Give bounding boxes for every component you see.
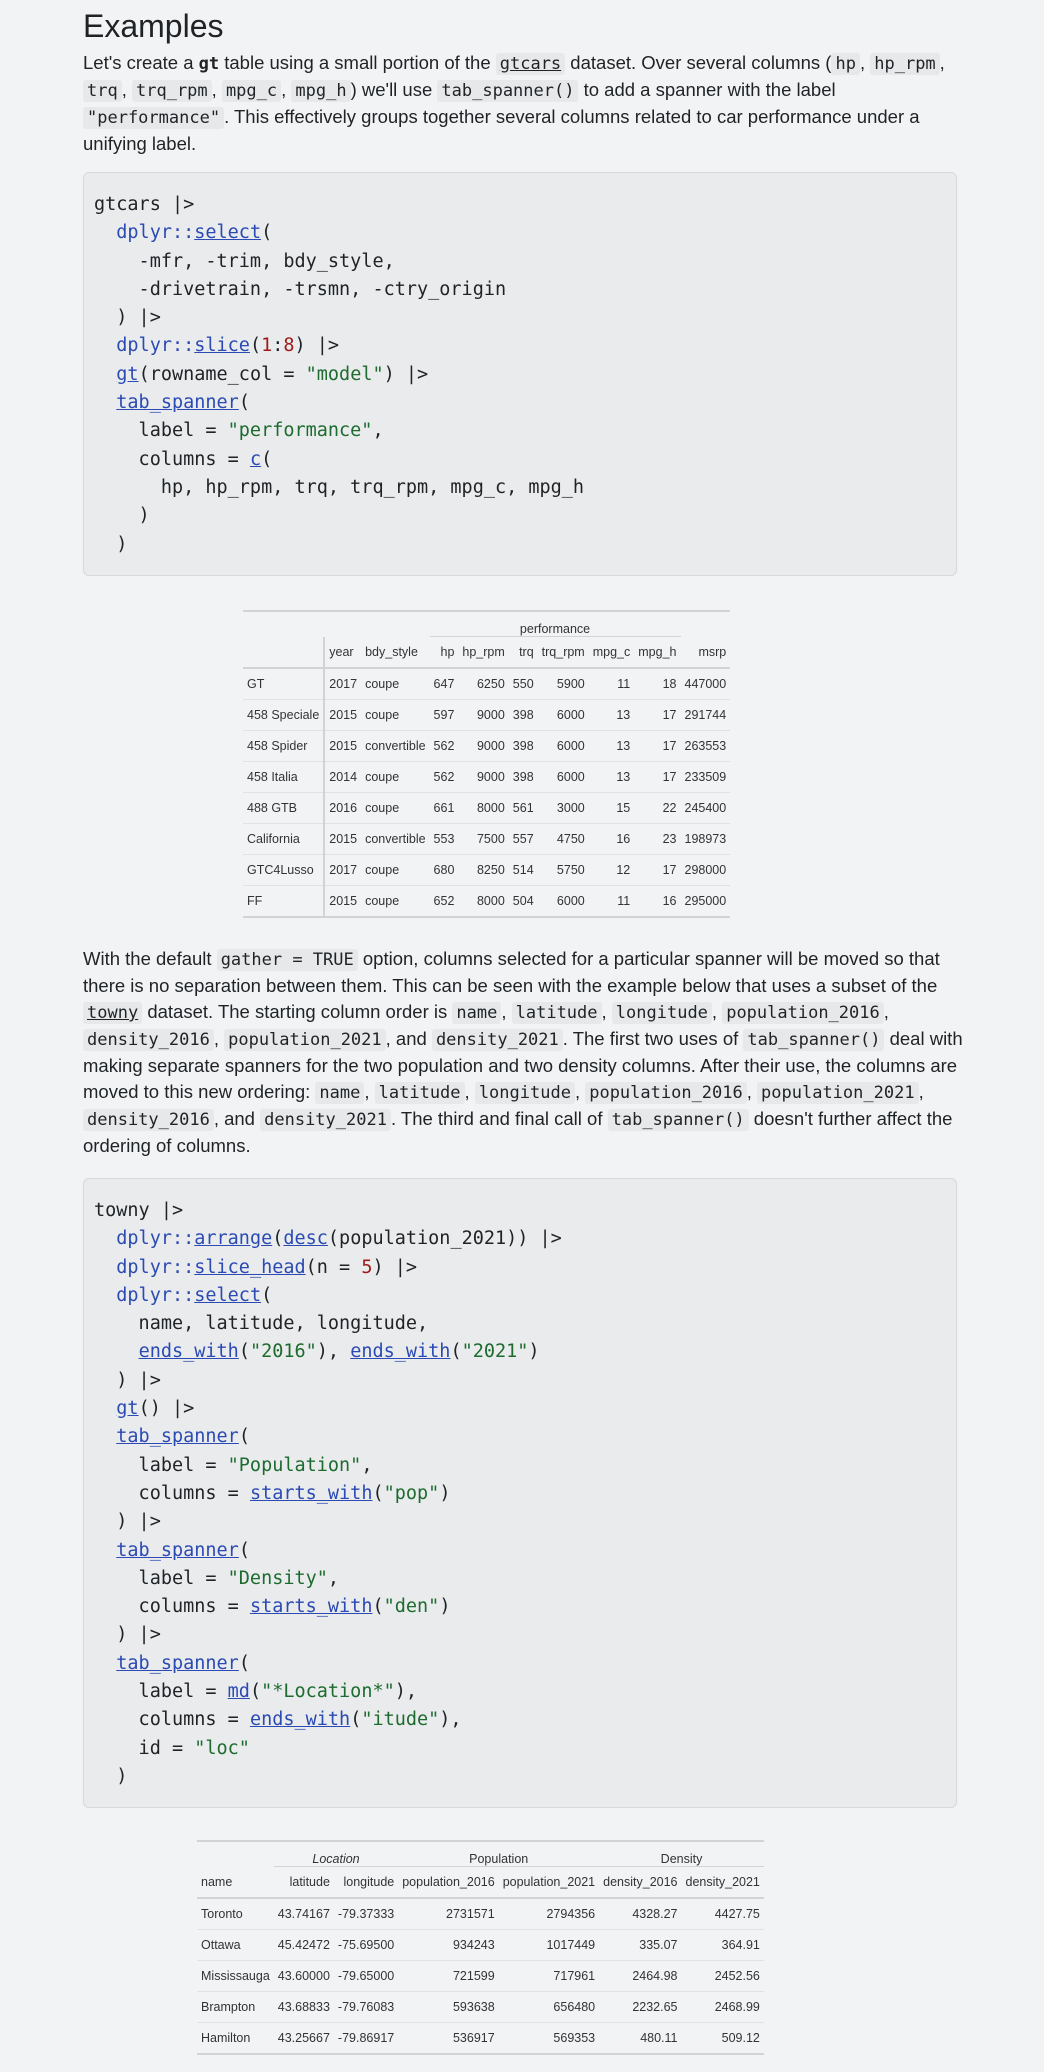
- text: ) we'll use: [350, 79, 438, 100]
- table-cell: 652: [430, 886, 459, 918]
- table-cell: 15: [589, 793, 635, 824]
- table-cell: 6000: [538, 700, 589, 731]
- table-cell: coupe: [361, 855, 429, 886]
- spanner-density: Density: [599, 1841, 764, 1867]
- code-line: gtcars |>: [94, 194, 195, 215]
- table-cell: coupe: [361, 762, 429, 793]
- code-line: dplyr::select(: [116, 222, 273, 244]
- code-name: name: [315, 1082, 364, 1104]
- table-cell: 562: [430, 762, 459, 793]
- table-cell: coupe: [361, 668, 429, 700]
- table-cell: convertible: [361, 731, 429, 762]
- table-cell: 298000: [681, 855, 731, 886]
- code-line: columns = c(: [94, 448, 273, 470]
- table-cell: Hamilton: [197, 2023, 274, 2055]
- table-row: [243, 886, 730, 918]
- code-line: -drivetrain, -trsmn, -ctry_origin: [94, 278, 507, 300]
- code-population-2021: population_2021: [757, 1082, 919, 1104]
- table-cell: 447000: [681, 668, 731, 700]
- table-cell: 1017449: [499, 1930, 599, 1961]
- row-stub: 458 Italia: [243, 762, 324, 793]
- table-cell: 6000: [538, 762, 589, 793]
- code-block-towny[interactable]: [83, 1178, 957, 1808]
- table-cell: 2015: [324, 824, 361, 855]
- code-line: label = "Population",: [94, 1454, 373, 1476]
- table-cell: -79.37333: [334, 1898, 398, 1930]
- code-longitude: longitude: [612, 1002, 712, 1024]
- table-cell: 9000: [458, 731, 508, 762]
- table-cell: 12: [589, 855, 635, 886]
- table-cell: 717961: [499, 1961, 599, 1992]
- table-cell: 263553: [681, 731, 731, 762]
- column-header: [243, 637, 324, 669]
- table-cell: 18: [634, 668, 680, 700]
- table-cell: 509.12: [682, 2023, 764, 2055]
- column-header: msrp: [681, 637, 731, 669]
- table-cell: 2015: [324, 700, 361, 731]
- table-cell: 553: [430, 824, 459, 855]
- towny-link[interactable]: towny: [83, 1002, 142, 1024]
- table-cell: 661: [430, 793, 459, 824]
- code-line: hp, hp_rpm, trq, trq_rpm, mpg_c, mpg_h: [94, 476, 585, 498]
- code-latitude: latitude: [512, 1002, 602, 1024]
- table-cell: 398: [509, 700, 538, 731]
- table-cell: coupe: [361, 793, 429, 824]
- table-cell: 13: [589, 700, 635, 731]
- code-line: tab_spanner(: [116, 392, 250, 414]
- table-cell: 5750: [538, 855, 589, 886]
- table-cell: 17: [634, 731, 680, 762]
- table-row: [243, 855, 730, 886]
- code-mpg-h: mpg_h: [291, 80, 350, 102]
- table-cell: 245400: [681, 793, 731, 824]
- table-cell: 17: [634, 762, 680, 793]
- table-cell: Brampton: [197, 1992, 274, 2023]
- text: . The third and final call of: [390, 1108, 608, 1129]
- code-density-2016: density_2016: [83, 1029, 214, 1051]
- table-cell: 2464.98: [599, 1961, 681, 1992]
- table-cell: 8000: [458, 886, 508, 918]
- table-cell: 6000: [538, 731, 589, 762]
- table-cell: 11: [589, 668, 635, 700]
- table-cell: 7500: [458, 824, 508, 855]
- code-line: dplyr::slice(1:8) |>: [116, 335, 340, 357]
- text: , and: [385, 1028, 432, 1049]
- table-cell: 17: [634, 855, 680, 886]
- table-cell: 43.25667: [274, 2023, 334, 2055]
- table-cell: 550: [509, 668, 538, 700]
- table-cell: 562: [430, 731, 459, 762]
- table-cell: 647: [430, 668, 459, 700]
- code-density-2021: density_2021: [260, 1109, 391, 1131]
- table-cell: 536917: [398, 2023, 498, 2055]
- column-header: hp_rpm: [458, 637, 508, 669]
- table-cell: 2731571: [398, 1898, 498, 1930]
- table-cell: 593638: [398, 1992, 498, 2023]
- table-cell: 398: [509, 762, 538, 793]
- code-population-2016: population_2016: [722, 1002, 884, 1024]
- table-cell: 557: [509, 824, 538, 855]
- text: dataset. The starting column order is: [142, 1001, 453, 1022]
- table-cell: 364.91: [682, 1930, 764, 1961]
- code-tab-spanner: tab_spanner(): [437, 80, 578, 102]
- code-trq-rpm: trq_rpm: [132, 80, 212, 102]
- text: dataset. Over several columns (: [565, 52, 832, 73]
- text: Let's create a: [83, 52, 199, 73]
- table-cell: 514: [509, 855, 538, 886]
- column-header: trq_rpm: [538, 637, 589, 669]
- column-header: bdy_style: [361, 637, 429, 669]
- table-cell: 16: [589, 824, 635, 855]
- table-cell: 4750: [538, 824, 589, 855]
- text: to add a spanner with the label: [578, 79, 836, 100]
- table-cell: 5900: [538, 668, 589, 700]
- code-density-2021: density_2021: [432, 1029, 563, 1051]
- spanner-population: Population: [398, 1841, 599, 1867]
- column-header: longitude: [334, 1867, 398, 1899]
- table-cell: 43.74167: [274, 1898, 334, 1930]
- text: , and: [213, 1108, 261, 1129]
- table-row: [197, 1992, 764, 2023]
- table-cell: coupe: [361, 700, 429, 731]
- code-line: tab_spanner(: [116, 1652, 250, 1674]
- code-line: ) |>: [94, 1624, 161, 1646]
- row-stub: GT: [243, 668, 324, 700]
- gather-paragraph: With the default gather = TRUE option, columns selected for a particular spanner will be moved so that there is no separation between them. This can be seen with the example below that uses a subset of the towny dataset. The starting column order is name , latitude , longitude , population_2016 , density_2016 , population_2021 , and density_2021 . The first two uses of tab_spanner() deal with making separate spanners for the two population and two density columns. After their use, the columns are moved to this new ordering: name , latitude , longitude , population_2016 , population_2021 , density_2016 , and density_2021 . The third and final call of tab_spanner() doesn't further affect the ordering of columns.: [83, 948, 963, 1156]
- code-line: label = "performance",: [94, 420, 384, 442]
- code-performance: "performance": [83, 107, 224, 129]
- code-line: gt() |>: [116, 1398, 195, 1420]
- table-cell: 45.42472: [274, 1930, 334, 1961]
- code-name: name: [452, 1002, 501, 1024]
- column-header: population_2016: [398, 1867, 498, 1899]
- text: With the default: [83, 948, 217, 969]
- text: table using a small portion of the: [219, 52, 496, 73]
- table-cell: Toronto: [197, 1898, 274, 1930]
- code-line: dplyr::slice_head(n = 5) |>: [116, 1256, 418, 1278]
- table-cell: 13: [589, 731, 635, 762]
- text: deal with making separate spanners for the two population and two density columns. After their use, the columns are moved to this new ordering:: [83, 1028, 963, 1102]
- table-cell: 291744: [681, 700, 731, 731]
- table-cell: 2468.99: [682, 1992, 764, 2023]
- table-cell: 8250: [458, 855, 508, 886]
- table-cell: Mississauga: [197, 1961, 274, 1992]
- column-header: name: [197, 1867, 274, 1899]
- code-hp: hp: [831, 53, 859, 75]
- code-tab-spanner: tab_spanner(): [608, 1109, 749, 1131]
- table-cell: 2232.65: [599, 1992, 681, 2023]
- table-row: [243, 700, 730, 731]
- code-population-2016: population_2016: [585, 1082, 747, 1104]
- row-stub: 488 GTB: [243, 793, 324, 824]
- table-cell: 2794356: [499, 1898, 599, 1930]
- table-cell: 198973: [681, 824, 731, 855]
- row-stub: 458 Speciale: [243, 700, 324, 731]
- text: doesn't further affect the ordering of columns.: [83, 1108, 953, 1156]
- code-line: ): [94, 505, 150, 527]
- table-cell: 398: [509, 731, 538, 762]
- table-cell: 721599: [398, 1961, 498, 1992]
- table-cell: 6250: [458, 668, 508, 700]
- code-trq: trq: [83, 80, 122, 102]
- table-cell: 6000: [538, 886, 589, 918]
- code-block-gtcars[interactable]: [83, 172, 957, 576]
- table-cell: 934243: [398, 1930, 498, 1961]
- text: . This effectively groups together several columns related to car performance under a unifying label.: [83, 106, 920, 154]
- spanner-row: [197, 1841, 764, 1867]
- code-latitude: latitude: [375, 1082, 465, 1104]
- code-mpg-c: mpg_c: [222, 80, 281, 102]
- table-cell: 2017: [324, 668, 361, 700]
- text: . The first two uses of: [562, 1028, 744, 1049]
- column-header: trq: [509, 637, 538, 669]
- code-line: dplyr::select(: [116, 1284, 273, 1306]
- code-line: columns = ends_with("itude"),: [94, 1709, 462, 1731]
- code-line: name, latitude, longitude,: [94, 1313, 429, 1335]
- table-cell: 8000: [458, 793, 508, 824]
- table-cell: 295000: [681, 886, 731, 918]
- code-line: id = "loc": [94, 1737, 250, 1759]
- column-header: density_2021: [682, 1867, 764, 1899]
- section-heading: Examples: [83, 8, 224, 44]
- table-cell: 2452.56: [682, 1961, 764, 1992]
- table-cell: 656480: [499, 1992, 599, 2023]
- table-cell: 504: [509, 886, 538, 918]
- spanner-empty: [324, 611, 361, 637]
- row-stub: GTC4Lusso: [243, 855, 324, 886]
- table-cell: Ottawa: [197, 1930, 274, 1961]
- code-line: ): [94, 1765, 128, 1787]
- code-line: -mfr, -trim, bdy_style,: [94, 250, 395, 272]
- table-row: [243, 668, 730, 700]
- table-row: [243, 793, 730, 824]
- table-row: [197, 1930, 764, 1961]
- gtcars-link[interactable]: gtcars: [496, 53, 565, 75]
- table-cell: 2015: [324, 886, 361, 918]
- table-cell: 9000: [458, 700, 508, 731]
- code-line: towny |>: [94, 1200, 184, 1221]
- table-cell: 680: [430, 855, 459, 886]
- column-header: density_2016: [599, 1867, 681, 1899]
- code-line: dplyr::arrange(desc(population_2021)) |>: [116, 1228, 562, 1250]
- spanner-row: [243, 611, 730, 637]
- code-line: columns = starts_with("den"): [94, 1596, 451, 1618]
- table-cell: -79.65000: [334, 1961, 398, 1992]
- table-cell: 4427.75: [682, 1898, 764, 1930]
- spanner-empty: [197, 1841, 274, 1867]
- table-row: [197, 1961, 764, 1992]
- table-row: [243, 731, 730, 762]
- column-header-row: [243, 637, 730, 669]
- spanner-empty: [243, 611, 324, 637]
- code-line: gt(rowname_col = "model") |>: [116, 363, 429, 385]
- table-cell: 9000: [458, 762, 508, 793]
- code-line: ends_with("2016"), ends_with("2021"): [138, 1341, 540, 1363]
- table-cell: coupe: [361, 886, 429, 918]
- table-cell: 2016: [324, 793, 361, 824]
- table-row: [197, 1898, 764, 1930]
- table-cell: convertible: [361, 824, 429, 855]
- gt-package-name: gt: [198, 54, 220, 74]
- table-row: [197, 2023, 764, 2055]
- code-line: ) |>: [94, 307, 161, 329]
- code-gather: gather = TRUE: [217, 949, 358, 971]
- spanner-location: Location: [274, 1841, 398, 1867]
- spanner-performance: performance: [430, 611, 681, 637]
- table-cell: 23: [634, 824, 680, 855]
- column-header: mpg_h: [634, 637, 680, 669]
- code-tab-spanner: tab_spanner(): [743, 1029, 884, 1051]
- table-cell: 3000: [538, 793, 589, 824]
- table-cell: -79.86917: [334, 2023, 398, 2055]
- table-cell: 2015: [324, 731, 361, 762]
- table-cell: 13: [589, 762, 635, 793]
- table-row: [243, 762, 730, 793]
- row-stub: FF: [243, 886, 324, 918]
- table-cell: 17: [634, 700, 680, 731]
- code-line: tab_spanner(: [116, 1426, 250, 1448]
- code-density-2016: density_2016: [83, 1109, 214, 1131]
- table-cell: 335.07: [599, 1930, 681, 1961]
- gtcars-table: [243, 610, 730, 918]
- table-cell: -79.76083: [334, 1992, 398, 2023]
- code-population-2021: population_2021: [224, 1029, 386, 1051]
- table-cell: 43.68833: [274, 1992, 334, 2023]
- code-line: ) |>: [94, 1511, 161, 1533]
- table-cell: 597: [430, 700, 459, 731]
- code-line: ) |>: [94, 1369, 161, 1391]
- text: option, columns selected for a particular spanner will be moved so that there is no separation between them. This can be seen with the example below that uses a subset of the: [83, 948, 940, 996]
- table-cell: 2017: [324, 855, 361, 886]
- table-row: [243, 824, 730, 855]
- table-cell: 569353: [499, 2023, 599, 2055]
- table-cell: 233509: [681, 762, 731, 793]
- table-cell: 11: [589, 886, 635, 918]
- table-cell: 4328.27: [599, 1898, 681, 1930]
- table-cell: 2014: [324, 762, 361, 793]
- column-header-row: [197, 1867, 764, 1899]
- column-header: hp: [430, 637, 459, 669]
- row-stub: California: [243, 824, 324, 855]
- table-cell: 480.11: [599, 2023, 681, 2055]
- code-line: tab_spanner(: [116, 1539, 250, 1561]
- spanner-empty: [361, 611, 429, 637]
- column-header: latitude: [274, 1867, 334, 1899]
- table-cell: 22: [634, 793, 680, 824]
- towny-table: [197, 1840, 764, 2055]
- spanner-empty: [681, 611, 731, 637]
- table-cell: 43.60000: [274, 1961, 334, 1992]
- table-cell: -75.69500: [334, 1930, 398, 1961]
- code-line: ): [94, 533, 128, 555]
- code-line: label = "Density",: [94, 1567, 340, 1589]
- code-line: columns = starts_with("pop"): [94, 1482, 451, 1504]
- code-longitude: longitude: [475, 1082, 575, 1104]
- code-hp-rpm: hp_rpm: [870, 53, 939, 75]
- code-line: label = md("*Location*"),: [94, 1681, 418, 1703]
- table-cell: 16: [634, 886, 680, 918]
- column-header: year: [324, 637, 361, 669]
- column-header: population_2021: [499, 1867, 599, 1899]
- row-stub: 458 Spider: [243, 731, 324, 762]
- intro-paragraph: Let's create a gt table using a small portion of the gtcars dataset. Over several columns ( hp , hp_rpm , trq , trq_rpm , mpg_c , mpg_h ) we'll use tab_spanner() to add a spanner with the label "performance" . This effectively groups together several columns related to car performance under a unifying label.: [83, 52, 945, 154]
- column-header: mpg_c: [589, 637, 635, 669]
- table-cell: 561: [509, 793, 538, 824]
